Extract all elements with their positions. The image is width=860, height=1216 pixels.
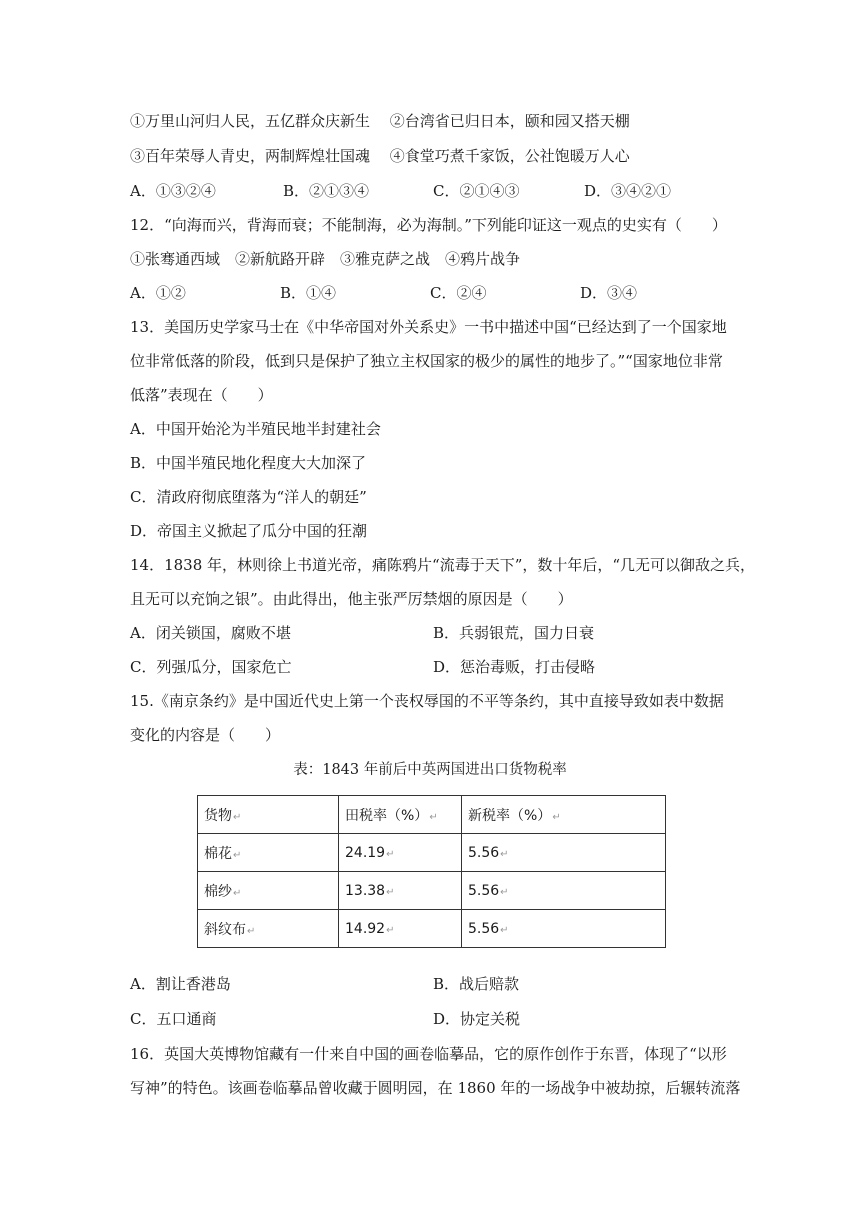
q13-option-a: A．中国开始沦为半殖民地半封建社会 — [130, 420, 381, 438]
q11-option-c: C．②①④③ — [433, 182, 520, 200]
q14-stem-line-2: 且无可以充饷之银”。由此得出，他主张严厉禁烟的原因是（ ） — [130, 590, 573, 608]
q13-stem-line-2: 位非常低落的阶段，低到只是保护了独立主权国家的极少的属性的地步了。”“国家地位非常 — [130, 352, 723, 370]
table-header-cell: 新税率（%）↵ — [462, 796, 666, 834]
tax-rate-table — [197, 795, 666, 948]
q13-stem-line-3: 低落”表现在（ ） — [130, 386, 273, 404]
q14-option-a: A．闭关锁国，腐败不堪 — [130, 624, 291, 642]
table-header-cell: 货物↵ — [198, 796, 339, 834]
q13-stem-line-1: 13．美国历史学家马士在《中华帝国对外关系史》一书中描述中国“已经达到了一个国家地 — [130, 318, 727, 336]
table-header-row — [198, 796, 666, 834]
q12-option-a: A．①② — [130, 284, 186, 302]
q16-stem-line-2: 写神”的特色。该画卷临摹品曾收藏于圆明园，在 1860 年的一场战争中被劫掠，后辗转流落 — [130, 1079, 741, 1097]
q11-option-b: B．②①③④ — [283, 182, 370, 200]
q11-option-a: A．①③②④ — [130, 182, 216, 200]
table-cell: 5.56↵ — [462, 872, 666, 910]
q15-option-d: D．协定关税 — [433, 1010, 521, 1028]
q15-option-b: B．战后赔款 — [433, 975, 520, 993]
q16-stem-line-1: 16．英国大英博物馆藏有一什来自中国的画卷临摹品，它的原作创作于东晋，体现了“以形 — [130, 1045, 727, 1063]
q11-line-2: ③百年荣辱人青史，两制辉煌壮国魂 ④食堂巧煮千家饭，公社饱暖万人心 — [130, 147, 630, 165]
q14-option-c: C．列强瓜分，国家危亡 — [130, 658, 292, 676]
table-cell: 24.19↵ — [339, 834, 462, 872]
table-cell: 5.56↵ — [462, 910, 666, 948]
table-cell: 斜纹布↵ — [198, 910, 339, 948]
q15-stem-line-2: 变化的内容是（ ） — [130, 726, 281, 744]
q15-option-c: C．五口通商 — [130, 1010, 217, 1028]
q13-option-b: B．中国半殖民地化程度大大加深了 — [130, 454, 367, 472]
table-cell: 棉纱↵ — [198, 872, 339, 910]
q14-stem-line-1: 14．1838 年，林则徐上书道光帝，痛陈鸦片“流毒于天下”，数十年后，“几无可以御敌之兵， — [130, 556, 756, 574]
table-row — [198, 910, 666, 948]
table-row — [198, 872, 666, 910]
q14-option-d: D．惩治毒贩，打击侵略 — [433, 658, 596, 676]
q12-stem: 12．“向海而兴，背海而衰；不能制海，必为海制。”下列能印证这一观点的史实有（ ） — [130, 216, 727, 234]
q15-stem-line-1: 15.《南京条约》是中国近代史上第一个丧权辱国的不平等条约，其中直接导致如表中数据 — [130, 692, 724, 710]
q13-option-c: C．清政府彻底堕落为“洋人的朝廷” — [130, 488, 367, 506]
q13-option-d: D．帝国主义掀起了瓜分中国的狂潮 — [130, 522, 368, 540]
table-cell: 14.92↵ — [339, 910, 462, 948]
table-cell: 13.38↵ — [339, 872, 462, 910]
table-cell: 棉花↵ — [198, 834, 339, 872]
q12-option-d: D．③④ — [580, 284, 638, 302]
q11-option-d: D．③④②① — [584, 182, 672, 200]
table-header-cell: 田税率（%）↵ — [339, 796, 462, 834]
q14-option-b: B．兵弱银荒，国力日衰 — [433, 624, 595, 642]
q12-option-c: C．②④ — [430, 284, 487, 302]
table-caption: 表：1843 年前后中英两国进出口货物税率 — [293, 762, 567, 778]
table-cell: 5.56↵ — [462, 834, 666, 872]
q12-option-b: B．①④ — [280, 284, 337, 302]
table-row — [198, 834, 666, 872]
q11-line-1: ①万里山河归人民，五亿群众庆新生 ②台湾省已归日本，颐和园又搭天棚 — [130, 112, 630, 130]
q12-items: ①张骞通西域 ②新航路开辟 ③雅克萨之战 ④鸦片战争 — [130, 250, 521, 268]
q15-option-a: A．割让香港岛 — [130, 975, 231, 993]
